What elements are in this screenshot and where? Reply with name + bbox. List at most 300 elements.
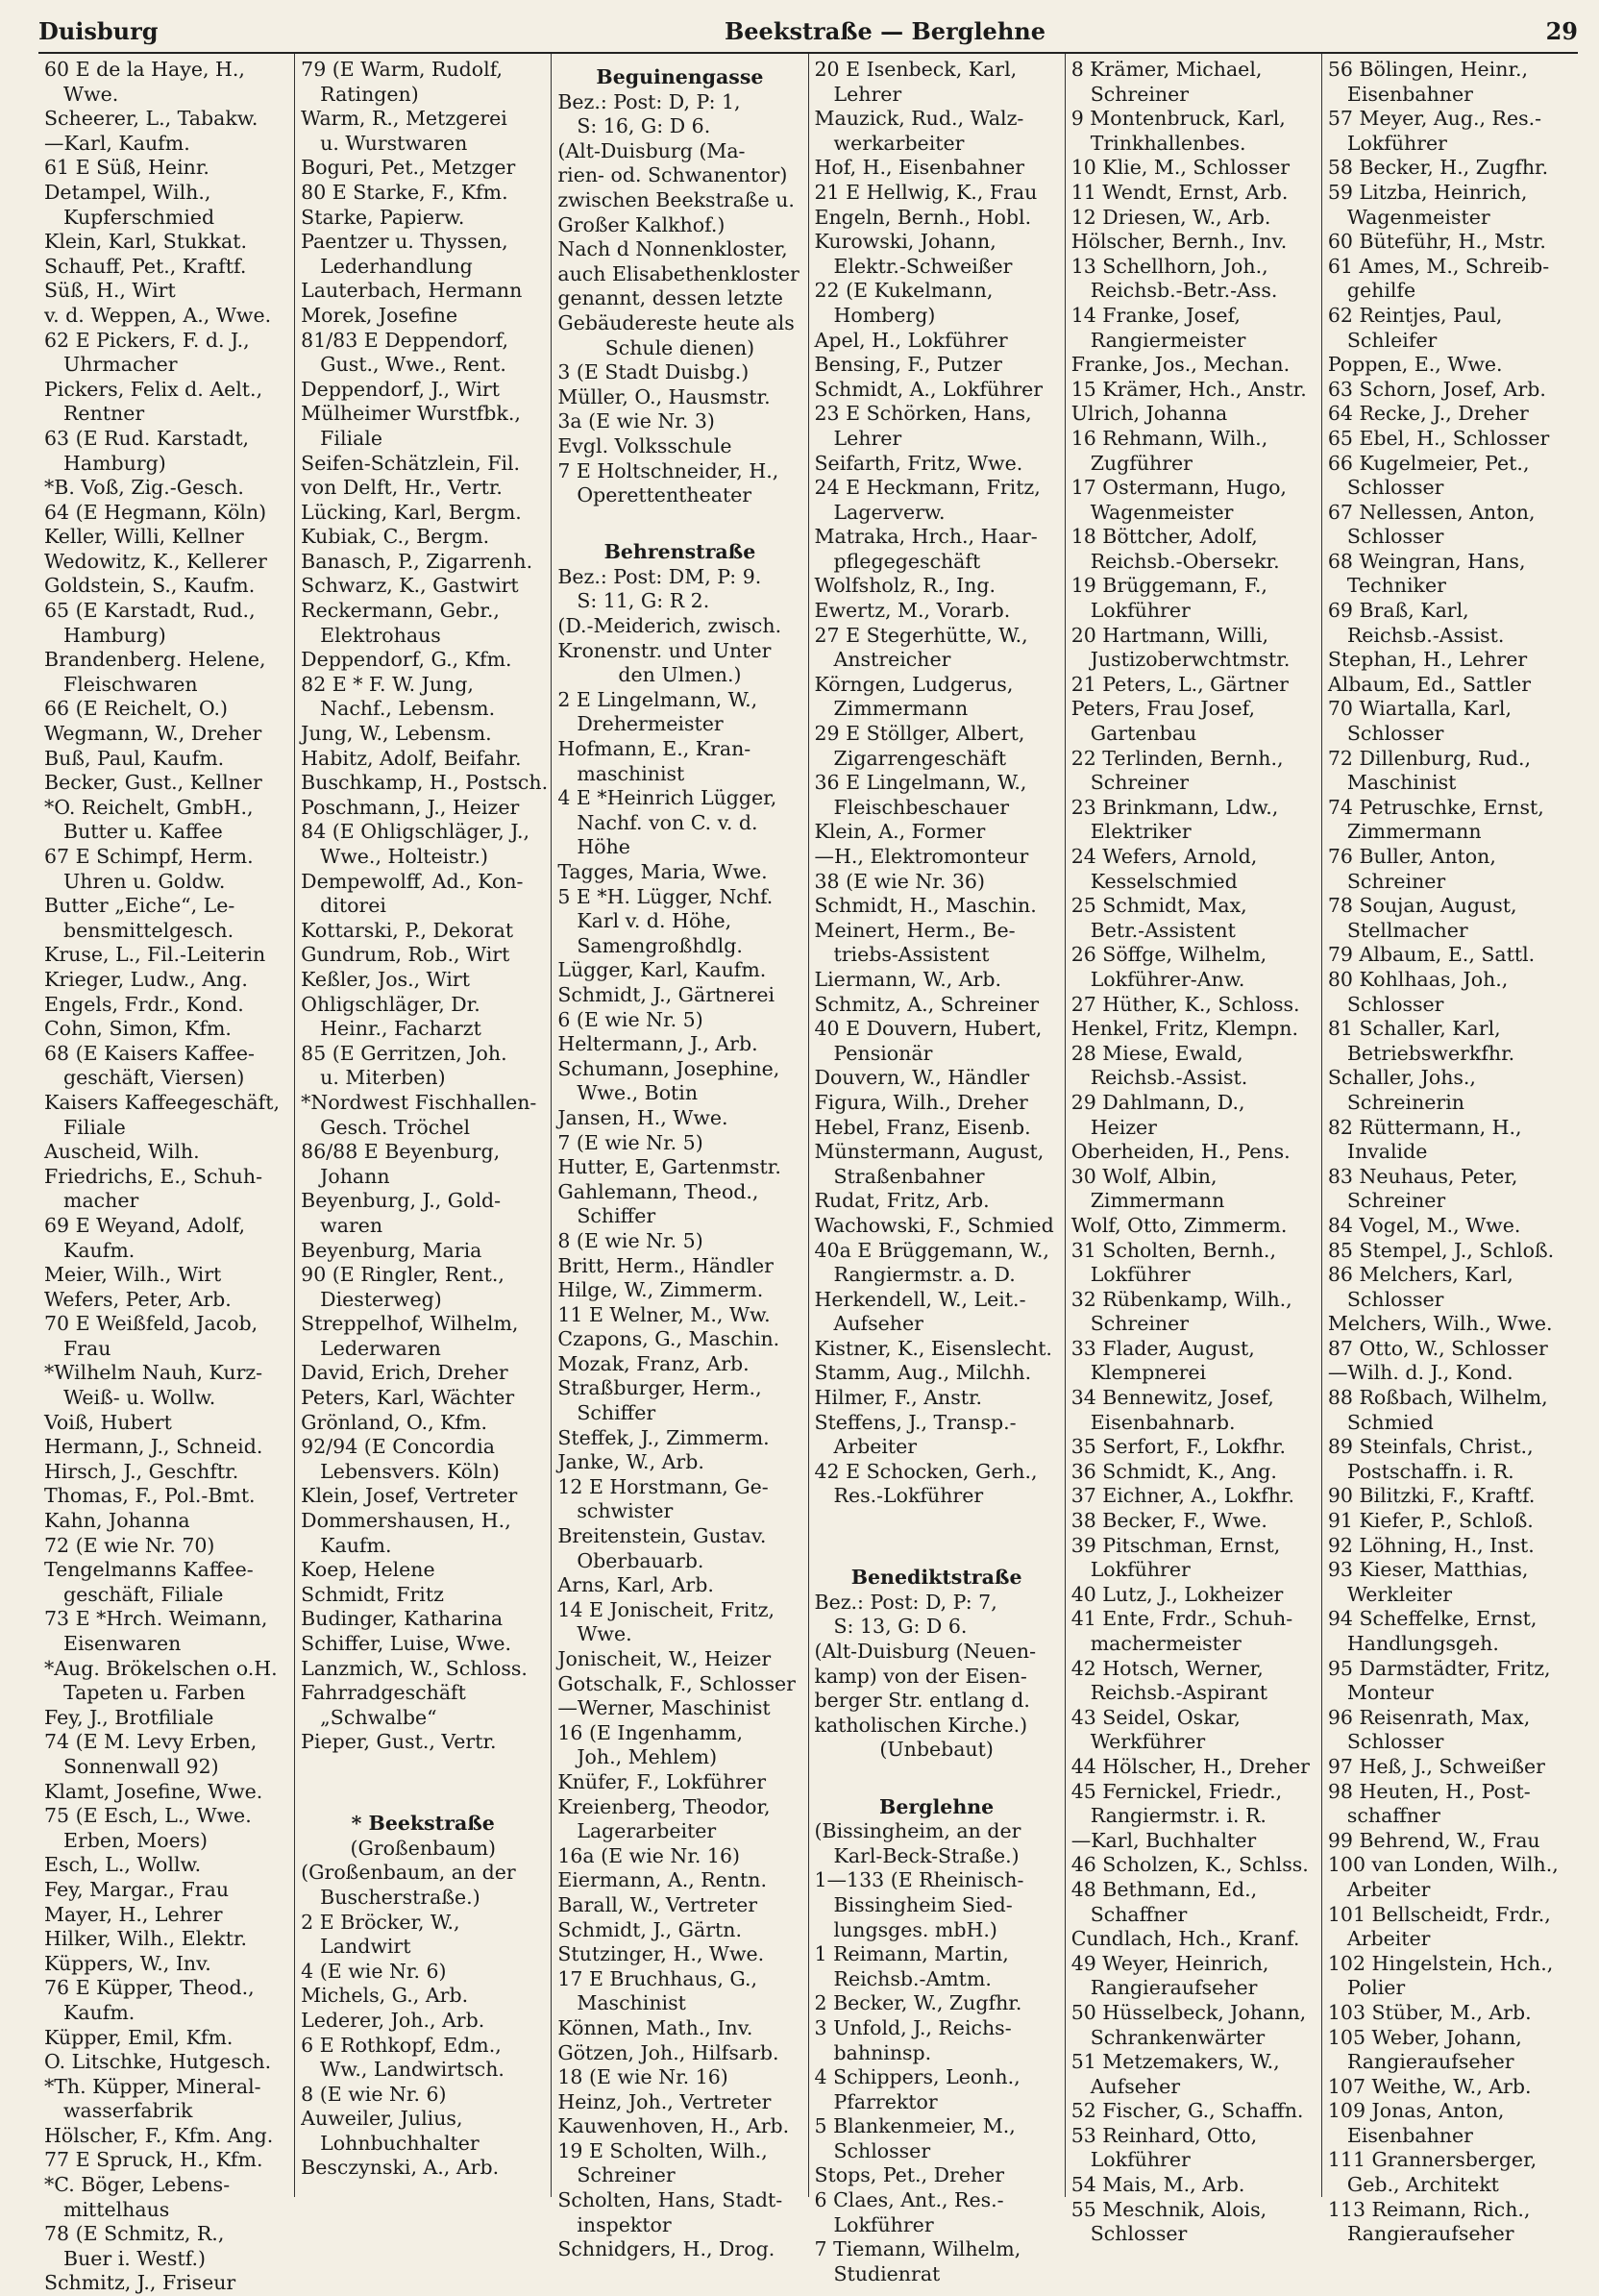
entry-line: 54 Mais, M., Arb. xyxy=(1070,2173,1245,2197)
entry-line: Reichsb.-Betr.-Ass. xyxy=(1090,279,1278,303)
entry-line: Peters, Frau Josef, xyxy=(1070,697,1255,721)
entry-line: 42 Hotsch, Werner, xyxy=(1070,1656,1264,1680)
entry-line: Schmitz, J., Friseur xyxy=(44,2271,236,2295)
entry-line: Koep, Helene xyxy=(301,1558,435,1582)
entry-line: Gebäudereste heute als xyxy=(557,310,795,334)
entry-line: (Bissingheim, an der xyxy=(814,1819,1021,1843)
entry-line: Müller, O., Hausmstr. xyxy=(557,384,771,408)
entry-line: 33 Flader, August, xyxy=(1070,1336,1255,1360)
entry-line: 89 Steinfals, Christ., xyxy=(1327,1435,1534,1459)
entry-line: Schiffer xyxy=(577,1401,656,1425)
entry-line: 37 Eichner, A., Lokfhr. xyxy=(1070,1484,1294,1508)
entry-line: Schule dienen) xyxy=(604,335,755,359)
entry-line: Rangiermstr. a. D. xyxy=(833,1263,1016,1287)
entry-line: Monteur xyxy=(1346,1681,1434,1705)
entry-line: Douvern, W., Händler xyxy=(814,1066,1030,1090)
entry-line: 76 Buller, Anton, xyxy=(1327,845,1496,868)
entry-line: 40a E Brüggemann, W., xyxy=(814,1238,1049,1262)
entry-line: Kruse, L., Fil.-Leiterin xyxy=(44,943,266,967)
entry-line xyxy=(557,508,801,533)
entry-line: Schwarz, K., Gastwirt xyxy=(301,574,519,598)
entry-line: Techniker xyxy=(1346,574,1446,598)
entry-line: Starke, Papierw. xyxy=(301,205,465,229)
entry-line: 77 E Spruck, H., Kfm. xyxy=(44,2148,263,2172)
entry-line: Wwe. xyxy=(577,1622,632,1646)
entry-line: Mayer, H., Lehrer xyxy=(44,1902,223,1926)
entry-line: Keller, Willi, Kellner xyxy=(44,525,244,549)
entry-line: Engels, Frdr., Kond. xyxy=(44,992,244,1016)
entry-line: 75 (E Esch, L., Wwe. xyxy=(44,1804,252,1828)
entry-line: 6 Claes, Ant., Res.- xyxy=(814,2188,1004,2212)
entry-line: Tengelmanns Kaffee- xyxy=(44,1558,254,1582)
entry-line: Hilmer, F., Anstr. xyxy=(814,1386,983,1410)
entry-line: 15 Krämer, Hch., Anstr. xyxy=(1070,377,1307,401)
entry-line: Eisenwaren xyxy=(63,1632,182,1655)
entry-line: 7 (E wie Nr. 5) xyxy=(557,1130,703,1154)
entry-line: (Großenbaum) xyxy=(350,1836,497,1860)
entry-line: 102 Hingelstein, Hch., xyxy=(1327,1951,1554,1975)
entry-line: 85 (E Gerritzen, Joh. xyxy=(301,1041,507,1065)
entry-line: 38 Becker, F., Wwe. xyxy=(1070,1509,1267,1533)
entry-line: 41 Ente, Frdr., Schuh- xyxy=(1070,1607,1293,1631)
entry-line: Stops, Pet., Dreher xyxy=(814,2163,1005,2187)
entry-line: Kurowski, Johann, xyxy=(814,230,996,254)
entry-line: Hilge, W., Zimmerm. xyxy=(557,1278,764,1302)
entry-line: Gundrum, Rob., Wirt xyxy=(301,943,510,967)
entry-line: Hamburg) xyxy=(63,623,166,647)
entry-line: Klein, Josef, Vertreter xyxy=(301,1484,518,1508)
entry-line: Kronenstr. und Unter xyxy=(557,638,772,662)
entry-line: Auscheid, Wilh. xyxy=(44,1140,200,1164)
entry-line: Gesch. Tröchel xyxy=(320,1115,471,1139)
entry-line: Peters, Karl, Wächter xyxy=(301,1386,515,1410)
entry-line: 12 Driesen, W., Arb. xyxy=(1070,205,1271,229)
entry-line: 42 E Schocken, Gerh., xyxy=(814,1459,1038,1483)
entry-line: 9 Montenbruck, Karl, xyxy=(1070,107,1286,131)
entry-line: Meinert, Herm., Be- xyxy=(814,918,1016,942)
entry-line: Wwe., Holteistr.) xyxy=(320,845,488,868)
entry-line: 39 Pitschman, Ernst, xyxy=(1070,1533,1281,1557)
entry-line: 105 Weber, Johann, xyxy=(1327,2025,1522,2049)
entry-line: Habitz, Adolf, Beifahr. xyxy=(301,746,522,770)
entry-line: 3a (E wie Nr. 3) xyxy=(557,409,715,433)
entry-line: Lederer, Joh., Arb. xyxy=(301,2008,485,2032)
entry-line: Polier xyxy=(1346,1976,1406,2000)
entry-line: Poschmann, J., Heizer xyxy=(301,795,520,819)
entry-line: Becker, Gust., Kellner xyxy=(44,771,262,795)
entry-line: Lagerverw. xyxy=(833,500,946,524)
entry-line: 16 Rehmann, Wilh., xyxy=(1070,426,1268,450)
entry-line: 27 E Stegerhütte, W., xyxy=(814,623,1028,647)
entry-line: 100 van Londen, Wilh., xyxy=(1327,1853,1559,1877)
entry-line: Hebel, Franz, Eisenb. xyxy=(814,1115,1031,1139)
entry-line: Kaufm. xyxy=(63,1238,135,1262)
entry-line: 57 Meyer, Aug., Res.- xyxy=(1327,107,1542,131)
entry-line: Schlosser xyxy=(1346,992,1444,1016)
entry-line: *O. Reichelt, GmbH., xyxy=(44,795,254,819)
entry-line: *Nordwest Fischhallen- xyxy=(301,1090,537,1114)
header-street-range: Beekstraße — Berglehne xyxy=(725,17,1046,45)
entry-line: pflegegeschäft xyxy=(833,549,981,573)
entry-line: Detampel, Wilh., xyxy=(44,180,211,204)
entry-line: Küpper, Emil, Kfm. xyxy=(44,2025,234,2049)
entry-line: Landwirt xyxy=(320,1935,411,1959)
entry-line: 60 Büteführ, H., Mstr. xyxy=(1327,230,1546,254)
entry-line: Operettentheater xyxy=(577,483,752,507)
entry-line: Voiß, Hubert xyxy=(44,1410,172,1434)
entry-line: (Alt-Duisburg (Ma- xyxy=(557,138,746,162)
entry-line: Stamm, Aug., Milchh. xyxy=(814,1361,1032,1385)
entry-line: 101 Bellscheidt, Frdr., xyxy=(1327,1902,1551,1926)
entry-line: Schrankenwärter xyxy=(1090,2025,1266,2049)
entry-line: 70 E Weißfeld, Jacob, xyxy=(44,1312,258,1336)
entry-line: Reichsb.-Assist. xyxy=(1346,623,1505,647)
entry-line: Schreiner xyxy=(577,2163,676,2187)
entry-line: Warm, R., Metzgerei xyxy=(301,107,507,131)
entry-line: S: 11, G: R 2. xyxy=(577,589,710,613)
entry-line: 107 Weithe, W., Arb. xyxy=(1327,2074,1532,2098)
entry-line: 23 E Schörken, Hans, xyxy=(814,402,1032,426)
entry-line: Hilker, Wilh., Elektr. xyxy=(44,1927,248,1951)
entry-line: 72 (E wie Nr. 70) xyxy=(44,1533,215,1557)
entry-line: 36 E Lingelmann, W., xyxy=(814,771,1027,795)
entry-line: Nachf., Lebensm. xyxy=(320,697,496,721)
entry-line xyxy=(815,1763,1059,1788)
entry-line: Cohn, Simon, Kfm. xyxy=(44,1017,232,1041)
entry-line: Straßburger, Herm., xyxy=(557,1376,762,1400)
entry-line: 46 Scholzen, K., Schlss. xyxy=(1070,1853,1309,1877)
entry-line: Schreiner xyxy=(1090,82,1190,106)
entry-line: Ohligschläger, Dr. xyxy=(301,992,480,1016)
entry-line: Kreienberg, Theodor, xyxy=(557,1794,771,1818)
entry-line: 111 Grannersberger, xyxy=(1327,2148,1538,2172)
entry-line: genannt, dessen letzte xyxy=(557,286,783,310)
entry-line: 74 (E M. Levy Erben, xyxy=(44,1730,258,1754)
entry-line: Scheerer, L., Tabakw. xyxy=(44,107,258,131)
entry-line: 53 Reinhard, Otto, xyxy=(1070,2123,1258,2147)
entry-line: Mauzick, Rud., Walz- xyxy=(814,107,1024,131)
entry-line: maschinist xyxy=(577,761,685,785)
entry-line: Pickers, Felix d. Aelt., xyxy=(44,377,263,401)
entry-line: Mozak, Franz, Arb. xyxy=(557,1351,750,1375)
page-header xyxy=(38,17,1578,54)
entry-line: 31 Scholten, Bernh., xyxy=(1070,1238,1276,1262)
entry-line: Franke, Jos., Mechan. xyxy=(1070,353,1291,377)
entry-line: 68 Weingran, Hans, xyxy=(1327,549,1526,573)
entry-line: Kottarski, P., Dekorat xyxy=(301,918,514,942)
entry-line: Deppendorf, J., Wirt xyxy=(301,377,500,401)
entry-line: Drehermeister xyxy=(577,712,724,736)
entry-line: 16a (E wie Nr. 16) xyxy=(557,1843,740,1867)
entry-line: Hölscher, Bernh., Inv. xyxy=(1070,230,1288,254)
entry-line: Nach d Nonnenkloster, xyxy=(557,237,788,261)
entry-line: Hermann, J., Schneid. xyxy=(44,1435,263,1459)
entry-line: 86 Melchers, Karl, xyxy=(1327,1263,1513,1287)
entry-line: Weiß- u. Wollw. xyxy=(63,1386,216,1410)
entry-line: Zimmermann xyxy=(833,697,969,721)
entry-line: Scholten, Hans, Stadt- xyxy=(557,2188,783,2212)
entry-line: Gust., Wwe., Rent. xyxy=(320,353,506,377)
entry-line: u. Wurstwaren xyxy=(320,131,468,155)
entry-line: 48 Bethmann, Ed., xyxy=(1070,1877,1258,1901)
entry-line: Schmied xyxy=(1346,1410,1434,1434)
entry-line: 5 E *H. Lügger, Nchf. xyxy=(557,884,774,908)
entry-line: Kaufm. xyxy=(63,2000,135,2024)
entry-line: Klamt, Josefine, Wwe. xyxy=(44,1779,263,1803)
entry-line: Meier, Wilh., Wirt xyxy=(44,1263,222,1287)
entry-line: kamp) von der Eisen- xyxy=(814,1664,1027,1688)
entry-line: 32 Rübenkamp, Wilh., xyxy=(1070,1287,1292,1311)
entry-line: Diesterweg) xyxy=(320,1287,442,1311)
entry-line: 63 Schorn, Josef, Arb. xyxy=(1327,377,1546,401)
entry-line: Götzen, Joh., Hilfsarb. xyxy=(557,2040,779,2064)
entry-line: 87 Otto, W., Schlosser xyxy=(1327,1336,1548,1360)
entry-line: 79 (E Warm, Rudolf, xyxy=(301,58,504,81)
entry-line: Stutzinger, H., Wwe. xyxy=(557,1942,765,1966)
entry-line: S: 13, G: D 6. xyxy=(833,1615,968,1639)
entry-line: werkarbeiter xyxy=(833,131,965,155)
entry-line: Schmidt, A., Lokführer xyxy=(814,377,1044,401)
entry-line: Brandenberg. Helene, xyxy=(44,648,266,672)
entry-line: Lokführer xyxy=(833,2212,934,2236)
entry-line: 90 (E Ringler, Rent., xyxy=(301,1263,504,1287)
entry-line: Hofmann, E., Kran- xyxy=(557,737,751,761)
entry-line: 20 E Isenbeck, Karl, xyxy=(814,58,1018,81)
entry-line: 19 E Scholten, Wilh., xyxy=(557,2138,768,2162)
entry-line: Geb., Architekt xyxy=(1346,2173,1499,2197)
entry-line: Hamburg) xyxy=(63,451,166,475)
entry-line: 66 Kugelmeier, Pet., xyxy=(1327,451,1530,475)
entry-line: Hof, H., Eisenbahner xyxy=(814,156,1025,180)
entry-line: 72 Dillenburg, Rud., xyxy=(1327,746,1531,770)
entry-line: 19 Brüggemann, F., xyxy=(1070,574,1267,598)
entry-line: Lagerarbeiter xyxy=(577,1819,717,1843)
entry-line: 49 Weyer, Heinrich, xyxy=(1070,1951,1269,1975)
entry-line: Schauff, Pet., Kraftf. xyxy=(44,254,247,278)
entry-line: Knüfer, F., Lokführer xyxy=(557,1769,767,1793)
entry-line: Postschaffn. i. R. xyxy=(1346,1459,1514,1483)
entry-line: 98 Heuten, H., Post- xyxy=(1327,1779,1531,1803)
entry-line xyxy=(301,1780,545,1805)
header-city: Duisburg xyxy=(38,17,159,45)
entry-line: Streppelhof, Wilhelm, xyxy=(301,1312,519,1336)
entry-line: 113 Reimann, Rich., xyxy=(1327,2197,1531,2221)
entry-line: Oberbauarb. xyxy=(577,1548,704,1572)
entry-line: Lokführer-Anw. xyxy=(1090,967,1245,991)
entry-line: Heinz, Joh., Vertreter xyxy=(557,2089,772,2113)
street-heading: * Beekstraße xyxy=(351,1812,495,1836)
entry-line: 28 Miese, Ewald, xyxy=(1070,1041,1243,1065)
entry-line: 80 Kohlhaas, Joh., xyxy=(1327,967,1509,991)
entry-line: Lehrer xyxy=(833,426,902,450)
entry-line: von Delft, Hr., Vertr. xyxy=(301,476,503,500)
entry-line: Schmidt, H., Maschin. xyxy=(814,894,1037,918)
entry-line: David, Erich, Dreher xyxy=(301,1361,508,1385)
entry-line: Lücking, Karl, Bergm. xyxy=(301,500,522,524)
entry-line: 109 Jonas, Anton, xyxy=(1327,2099,1505,2123)
entry-line: Schlosser xyxy=(833,2138,931,2162)
entry-line: Auweiler, Julius, xyxy=(301,2107,463,2131)
entry-line: Studienrat xyxy=(833,2261,941,2285)
entry-line: 27 Hüther, K., Schloss. xyxy=(1070,992,1300,1016)
entry-line: Körngen, Ludgerus, xyxy=(814,672,1014,696)
entry-line: 80 E Starke, F., Kfm. xyxy=(301,180,508,204)
entry-line: Buscherstraße.) xyxy=(320,1885,480,1909)
entry-line: 3 (E Stadt Duisbg.) xyxy=(557,360,750,384)
entry-line: 24 Wefers, Arnold, xyxy=(1070,845,1258,868)
entry-line: Britt, Herm., Händler xyxy=(557,1253,774,1277)
entry-line: 23 Brinkmann, Ldw., xyxy=(1070,795,1279,819)
entry-line: 3 Unfold, J., Reichs- xyxy=(814,2015,1012,2039)
entry-line: Pensionär xyxy=(833,1041,933,1065)
entry-line: 8 (E wie Nr. 6) xyxy=(301,2082,447,2106)
entry-line: Zugführer xyxy=(1090,451,1193,475)
street-heading: Berglehne xyxy=(879,1794,995,1818)
entry-line: Handlungsgeh. xyxy=(1346,1632,1499,1655)
entry-line: 62 E Pickers, F. d. J., xyxy=(44,328,250,352)
entry-line: Cundlach, Hch., Kranf. xyxy=(1070,1927,1300,1951)
entry-line: —Wilh. d. J., Kond. xyxy=(1327,1361,1513,1385)
entry-line: 12 E Horstmann, Ge- xyxy=(557,1474,769,1498)
entry-line: Apel, H., Lokführer xyxy=(814,328,1008,352)
entry-line: Wolfsholz, R., Ing. xyxy=(814,574,996,598)
entry-line: 5 Blankenmeier, M., xyxy=(814,2114,1016,2138)
entry-line: Reckermann, Gebr., xyxy=(301,599,500,623)
entry-line: Mülheimer Wurstfbk., xyxy=(301,402,521,426)
entry-line: 55 Meschnik, Alois, xyxy=(1070,2197,1267,2221)
entry-line xyxy=(815,1509,1059,1534)
entry-line: 45 Fernickel, Friedr., xyxy=(1070,1779,1283,1803)
entry-line: Paentzer u. Thyssen, xyxy=(301,230,508,254)
entry-line: Tapeten u. Farben xyxy=(63,1681,246,1705)
entry-line: 96 Reisenrath, Max, xyxy=(1327,1705,1531,1729)
entry-line: Wachowski, F., Schmied xyxy=(814,1213,1054,1237)
entry-line: (D.-Meiderich, zwisch. xyxy=(557,614,782,638)
entry-line: Gotschalk, F., Schlosser xyxy=(557,1671,796,1695)
entry-line: 11 Wendt, Ernst, Arb. xyxy=(1070,180,1289,204)
entry-line: Arns, Karl, Arb. xyxy=(557,1573,714,1597)
entry-line: Wagenmeister xyxy=(1346,205,1490,229)
entry-line: 25 Schmidt, Max, xyxy=(1070,894,1247,918)
entry-line: Beyenburg, Maria xyxy=(301,1238,482,1262)
entry-line: Arbeiter xyxy=(1346,1927,1431,1951)
entry-line: 43 Seidel, Oskar, xyxy=(1070,1705,1241,1729)
entry-line: Eisenbahner xyxy=(1346,82,1473,106)
entry-line: Eisenbahner xyxy=(1346,2123,1473,2147)
entry-line: den Ulmen.) xyxy=(618,663,742,687)
entry-line: Esch, L., Wollw. xyxy=(44,1853,202,1877)
entry-line: 93 Kieser, Matthias, xyxy=(1327,1558,1529,1582)
entry-line: 58 Becker, H., Zugfhr. xyxy=(1327,156,1549,180)
entry-line: 16 (E Ingenhamm, xyxy=(557,1720,744,1744)
entry-line: Karl v. d. Höhe, xyxy=(577,909,732,933)
entry-line: 82 E * F. W. Jung, xyxy=(301,672,474,696)
entry-line: Uhrmacher xyxy=(63,353,178,377)
entry-line: Lokführer xyxy=(1090,2148,1191,2172)
entry-line: 17 E Bruchhaus, G., xyxy=(557,1966,758,1990)
entry-line: Schmidt, J., Gärtnerei xyxy=(557,982,775,1006)
entry-line: Kesselschmied xyxy=(1090,869,1238,893)
entry-line: 61 Ames, M., Schreib- xyxy=(1327,254,1550,278)
entry-line: Lokführer xyxy=(1090,1263,1191,1287)
entry-line: 66 (E Reichelt, O.) xyxy=(44,697,228,721)
entry-line: Besczynski, A., Arb. xyxy=(301,2156,500,2180)
entry-line: Rangieraufseher xyxy=(1346,2050,1514,2074)
entry-line: Elektriker xyxy=(1090,820,1192,844)
entry-line: 40 Lutz, J., Lokheizer xyxy=(1070,1582,1284,1606)
entry-line: 17 Ostermann, Hugo, xyxy=(1070,476,1287,500)
entry-line: Lederhandlung xyxy=(320,254,473,278)
entry-line: Rangiermeister xyxy=(1090,328,1246,352)
entry-line: Arbeiter xyxy=(833,1435,918,1459)
entry-line: Wefers, Peter, Arb. xyxy=(44,1287,232,1311)
entry-line: Stellmacher xyxy=(1346,918,1468,942)
entry-line: 70 Wiartalla, Karl, xyxy=(1327,697,1512,721)
entry-line: 29 Dahlmann, D., xyxy=(1070,1090,1245,1114)
entry-line: 20 Hartmann, Willi, xyxy=(1070,623,1268,647)
entry-line: Schiffer xyxy=(577,1204,656,1228)
entry-line: *Wilhelm Nauh, Kurz- xyxy=(44,1361,263,1385)
entry-line: Zimmermann xyxy=(1346,820,1482,844)
entry-line: 21 E Hellwig, K., Frau xyxy=(814,180,1038,204)
entry-line: *C. Böger, Lebens- xyxy=(44,2173,231,2197)
entry-line: Lokführer xyxy=(1090,599,1191,623)
entry-line: Eisenbahnarb. xyxy=(1090,1410,1236,1434)
entry-line: 6 E Rothkopf, Edm., xyxy=(301,2033,502,2057)
entry-line: Butter u. Kaffee xyxy=(63,820,223,844)
entry-line: 67 E Schimpf, Herm. xyxy=(44,845,254,868)
entry-line: Maschinist xyxy=(1346,771,1457,795)
entry-line: Hirsch, J., Geschftr. xyxy=(44,1459,239,1483)
entry-line: Ulrich, Johanna xyxy=(1070,402,1228,426)
entry-line: Poppen, E., Wwe. xyxy=(1327,353,1503,377)
entry-line: 4 Schippers, Leonh., xyxy=(814,2065,1021,2089)
entry-line: 65 (E Karstadt, Rud., xyxy=(44,599,256,623)
entry-line: *Th. Küpper, Mineral- xyxy=(44,2074,261,2098)
entry-line: Schmidt, J., Gärtn. xyxy=(557,1917,742,1941)
entry-line: Reichsb.-Amtm. xyxy=(833,1966,992,1990)
entry-line: 78 Soujan, August, xyxy=(1327,894,1517,918)
entry-line: 2 E Bröcker, W., xyxy=(301,1910,460,1934)
entry-line: Henkel, Fritz, Klempn. xyxy=(1070,1017,1298,1041)
entry-line: 69 Braß, Karl, xyxy=(1327,599,1469,623)
entry-line: auch Elisabethenkloster xyxy=(557,261,800,285)
entry-line: 2 E Lingelmann, W., xyxy=(557,687,758,711)
entry-line: Albaum, Ed., Sattler xyxy=(1327,672,1532,696)
entry-line: Lauterbach, Hermann xyxy=(301,279,523,303)
entry-line: Bez.: Post: DM, P: 9. xyxy=(557,564,762,588)
entry-line: lungsges. mbH.) xyxy=(833,1917,997,1941)
entry-line: Ewertz, M., Vorarb. xyxy=(814,599,1011,623)
entry-line: Lokführer xyxy=(1346,131,1447,155)
entry-line: Aufseher xyxy=(1090,2074,1181,2098)
entry-line: Zigarrengeschäft xyxy=(833,746,1007,770)
entry-line: Münstermann, August, xyxy=(814,1140,1045,1164)
entry-line: 69 E Weyand, Adolf, xyxy=(44,1213,245,1237)
entry-line: 21 Peters, L., Gärtner xyxy=(1070,672,1289,696)
entry-line: Fleischbeschauer xyxy=(833,795,1010,819)
entry-line xyxy=(301,1755,545,1780)
entry-line: 18 (E wie Nr. 16) xyxy=(557,2065,728,2089)
entry-line: inspektor xyxy=(577,2212,672,2236)
entry-line: Reichsb.-Assist. xyxy=(1090,1066,1248,1090)
entry-line: Elektrohaus xyxy=(320,623,441,647)
entry-line: Wolf, Otto, Zimmerm. xyxy=(1070,1213,1288,1237)
entry-line: 8 (E wie Nr. 5) xyxy=(557,1228,703,1252)
entry-line: Gahlemann, Theod., xyxy=(557,1179,759,1203)
entry-line: Bez.: Post: D, P: 1, xyxy=(557,89,741,113)
entry-line: *B. Voß, Zig.-Gesch. xyxy=(44,476,244,500)
